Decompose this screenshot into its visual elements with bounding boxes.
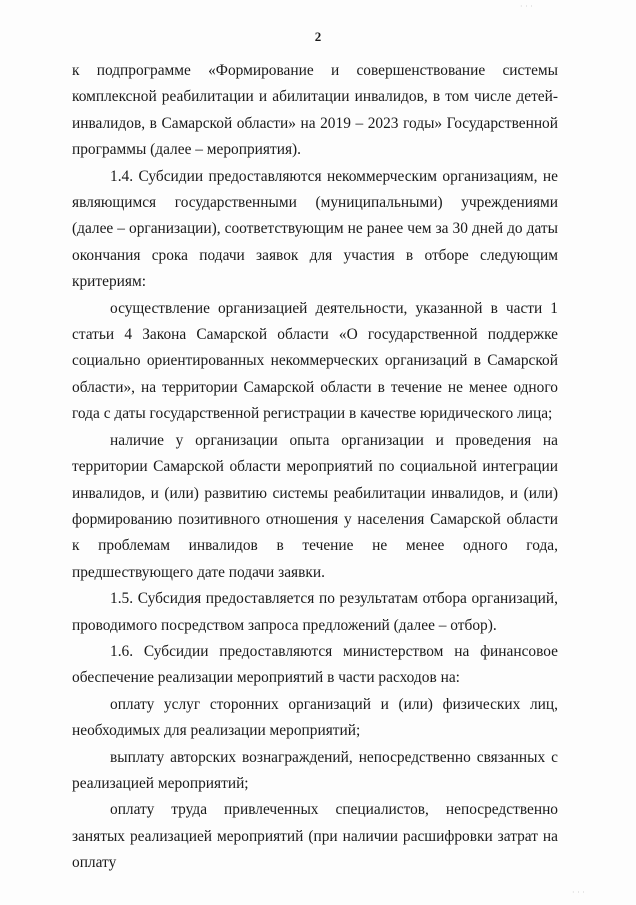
scan-artifact: · · ·	[520, 2, 533, 11]
paragraph: 1.5. Субсидия предоставляется по результатам отбора организаций, проводимого посредством запроса предложений (далее – отбор).	[72, 590, 558, 634]
paragraph: оплату услуг сторонних организаций и (или) физических лиц, необходимых для реализации мероприятий;	[72, 695, 558, 740]
document-body	[72, 58, 558, 877]
paragraph: 1.4. Субсидии предоставляются некоммерческим организациям, не являющимся государственными (муниципальными) учреждениями (далее – организации), соответствующим не ранее чем за 30 дней до даты окончания срока подачи заявок для участия в отборе следующим критериям:	[72, 167, 558, 291]
scan-artifact: · · ·	[572, 888, 585, 897]
paragraph: осуществление организацией деятельности, указанной в части 1 статьи 4 Закона Самарской области «О государственной поддержке социально ориентированных некоммерческих организаций в Самарской области», на территории Самарской области в течение не менее одного года с даты государственной регистрации в качестве юридического лица;	[72, 299, 558, 423]
paragraph: к подпрограмме «Формирование и совершенствование системы комплексной реабилитации и абилитации инвалидов, в том числе детей-инвалидов, в Самарской области» на 2019 – 2023 годы» Государственной программы (далее – мероприятия).	[72, 62, 558, 159]
paragraph: оплату труда привлеченных специалистов, непосредственно занятых реализацией мероприятий (при наличии расшифровки затрат на оплату	[72, 801, 558, 872]
page-number: 2	[314, 29, 322, 44]
paragraph: наличие у организации опыта организации и проведения на территории Самарской области мероприятий по социальной интеграции инвалидов, и (или) развитию системы реабилитации инвалидов, и (или) формированию позитивного отношения у населения Самарской области к проблемам инвалидов в течение не менее одного года, предшествующего дате подачи заявки.	[72, 431, 558, 581]
paragraph: 1.6. Субсидии предоставляются министерством на финансовое обеспечение реализации мероприятий в части расходов на:	[72, 642, 558, 687]
paragraph: выплату авторских вознаграждений, непосредственно связанных с реализацией мероприятий;	[72, 748, 558, 792]
